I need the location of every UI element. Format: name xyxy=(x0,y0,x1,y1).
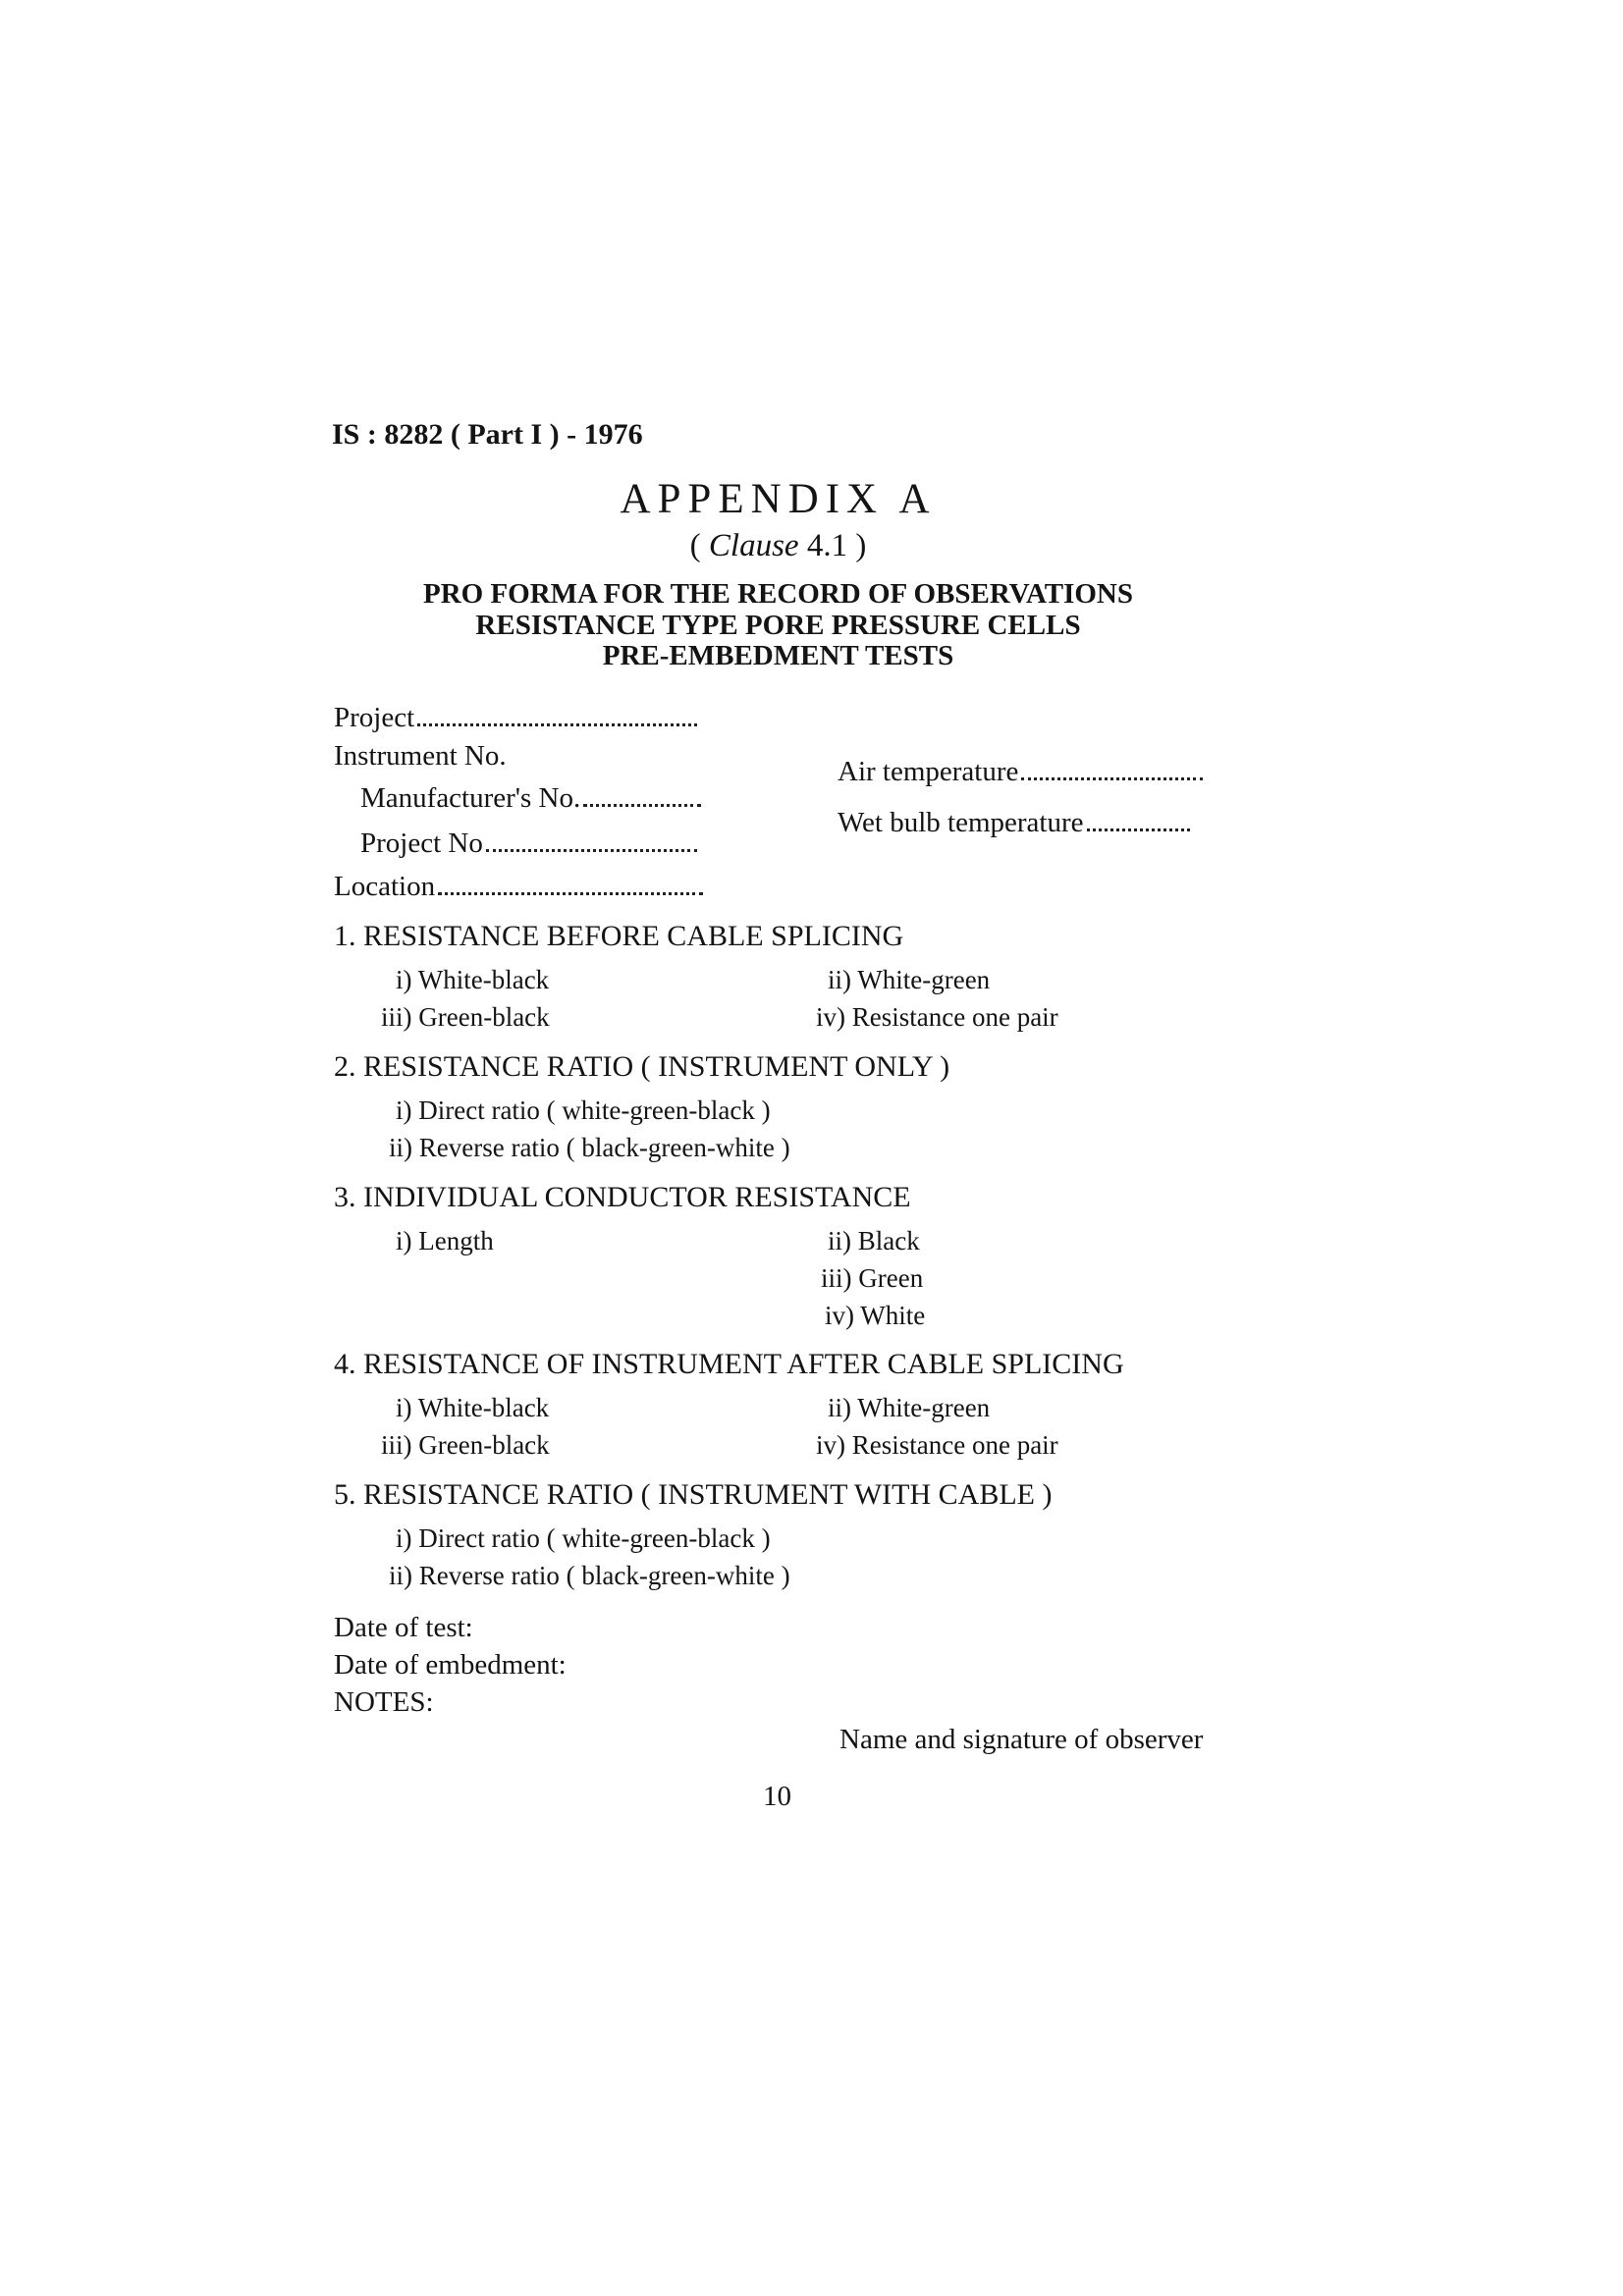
standard-reference: IS : 8282 ( Part I ) - 1976 xyxy=(332,418,643,451)
section-5-item-2: ii) Reverse ratio ( black-green-white ) xyxy=(389,1561,790,1590)
section-4-item-3: iii) Green-black xyxy=(381,1430,550,1460)
date-of-test-label: Date of test: xyxy=(334,1612,473,1643)
location-field xyxy=(334,873,703,901)
section-1-item-1: i) White-black xyxy=(396,965,550,994)
title-line-3: PRE-EMBEDMENT TESTS xyxy=(602,640,954,671)
appendix-heading: APPENDIX A xyxy=(620,476,937,522)
manufacturer-no-blank xyxy=(583,798,701,807)
manufacturer-no-field xyxy=(360,784,701,813)
section-3-item-3: iii) Green xyxy=(821,1263,924,1293)
section-1-item-3: iii) Green-black xyxy=(381,1002,550,1032)
section-3-item-1: i) Length xyxy=(396,1226,494,1255)
section-1-title: 1. RESISTANCE BEFORE CABLE SPLICING xyxy=(334,920,904,952)
clause-reference: ( Clause 4.1 ) xyxy=(689,528,867,563)
manufacturer-no-label: Manufacturer's No. xyxy=(360,782,581,814)
section-5-title: 5. RESISTANCE RATIO ( INSTRUMENT WITH CABLE ) xyxy=(334,1478,1053,1511)
instrument-no-label: Instrument No. xyxy=(334,740,507,772)
project-blank xyxy=(417,718,697,726)
wet-bulb-temperature-label: Wet bulb temperature xyxy=(838,807,1084,838)
project-label: Project xyxy=(334,702,415,733)
air-temperature-label: Air temperature xyxy=(838,756,1019,787)
section-4-item-2: ii) White-green xyxy=(828,1393,991,1422)
page-number: 10 xyxy=(763,1781,791,1812)
section-1-item-4: iv) Resistance one pair xyxy=(816,1002,1058,1032)
date-of-embedment-label: Date of embedment: xyxy=(334,1649,567,1681)
location-label: Location xyxy=(334,871,436,902)
wet-bulb-temperature-blank xyxy=(1087,823,1190,831)
section-1-item-2: ii) White-green xyxy=(828,965,991,994)
section-3-item-4: iv) White xyxy=(825,1301,926,1330)
project-no-blank xyxy=(486,843,697,852)
section-3-title: 3. INDIVIDUAL CONDUCTOR RESISTANCE xyxy=(334,1181,911,1213)
section-5-item-1: i) Direct ratio ( white-green-black ) xyxy=(396,1523,771,1553)
section-3-item-2: ii) Black xyxy=(828,1226,920,1255)
wet-bulb-temperature-field xyxy=(838,809,1190,837)
section-4-item-4: iv) Resistance one pair xyxy=(816,1430,1058,1460)
project-field xyxy=(334,704,697,732)
project-no-field xyxy=(360,829,697,858)
section-2-item-1: i) Direct ratio ( white-green-black ) xyxy=(396,1095,771,1125)
section-4-title: 4. RESISTANCE OF INSTRUMENT AFTER CABLE SPLICING xyxy=(334,1348,1124,1380)
location-blank xyxy=(438,886,703,895)
observer-signature-label: Name and signature of observer xyxy=(839,1724,1204,1755)
air-temperature-field xyxy=(838,758,1203,786)
air-temperature-blank xyxy=(1021,772,1203,780)
notes-label: NOTES: xyxy=(334,1686,434,1718)
title-line-2: RESISTANCE TYPE PORE PRESSURE CELLS xyxy=(475,610,1081,641)
section-2-title: 2. RESISTANCE RATIO ( INSTRUMENT ONLY ) xyxy=(334,1050,950,1083)
project-no-label: Project No xyxy=(360,828,483,859)
section-2-item-2: ii) Reverse ratio ( black-green-white ) xyxy=(389,1133,790,1162)
section-4-item-1: i) White-black xyxy=(396,1393,550,1422)
title-line-1: PRO FORMA FOR THE RECORD OF OBSERVATIONS xyxy=(423,578,1133,610)
